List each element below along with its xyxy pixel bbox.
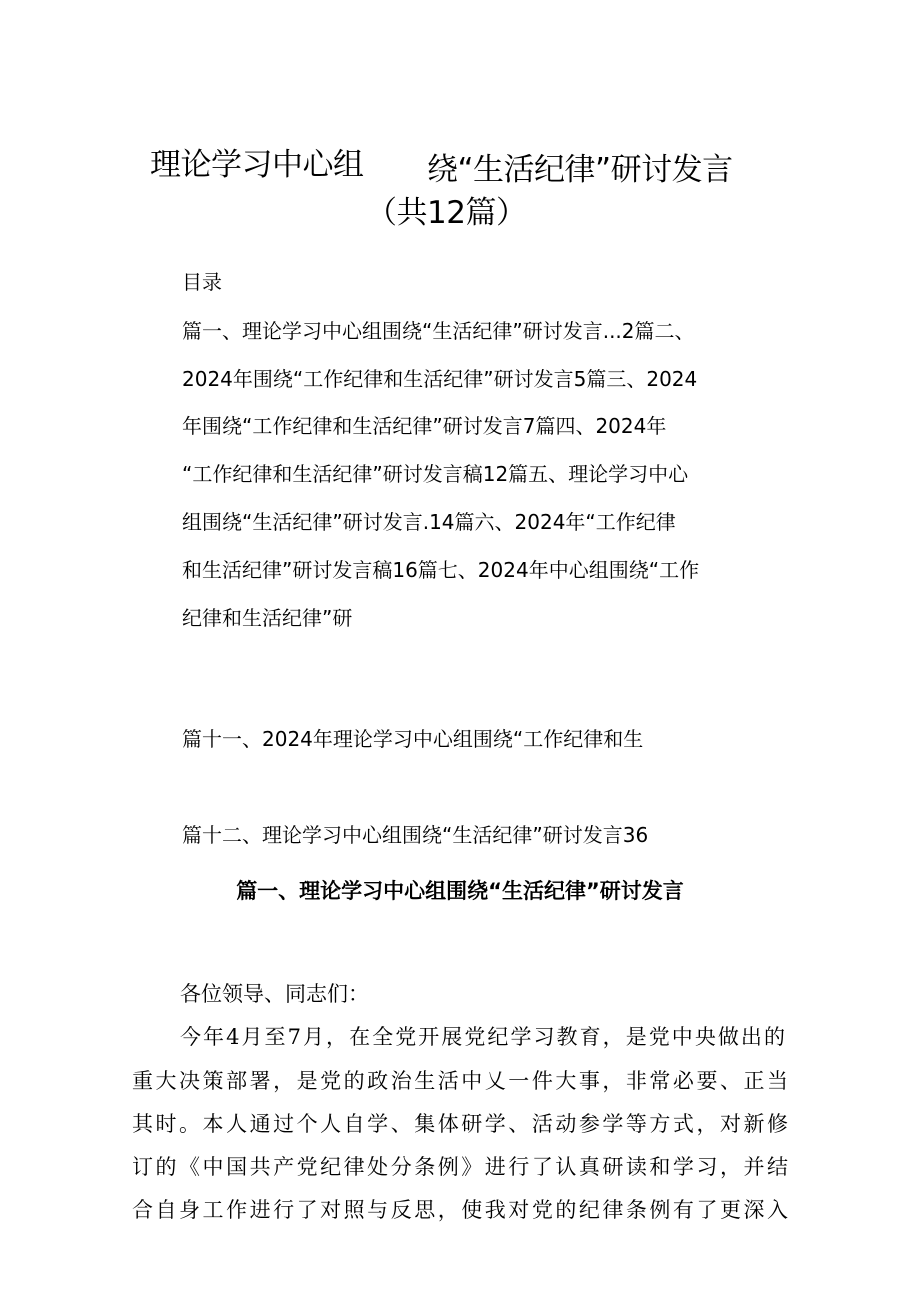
body-line: 订的《中国共产党纪律处分条例》进行了认真研读和学习，并结 [132,1155,788,1179]
body-line: 今年4月至7月，在全党开展党纪学习教育，是党中央做出的 [180,1025,785,1049]
body-line: 重大决策部署，是党的政治生活中乂一件大事，非常必要、正当 [132,1069,788,1093]
toc-line: 和生活纪律”研讨发言稿16篇七、2024年中心组围绕“工作 [182,558,700,582]
greeting: 各位领导、同志们： [180,982,369,1006]
document-title-part1: 理论学习中心组 [150,147,364,183]
toc-line: “工作纪律和生活纪律”研讨发言稿12篇五、理论学习中心 [182,462,689,486]
document-title-part2: 绕“生活纪律”研讨发言 [427,152,733,188]
toc-line: 纪律和生活纪律”研 [182,606,353,630]
toc-line: 篇一、理论学习中心组围绕“生活纪律”研讨发言...2篇二、 [182,319,695,343]
toc-label: 目录 [182,270,222,294]
section-heading: 篇一、理论学习中心组围绕“生活纪律”研讨发言 [236,879,684,903]
body-line: 合自身工作进行了对照与反思，使我对党的纪律条例有了更深入 [132,1198,788,1222]
toc-item-11: 篇十一、2024年理论学习中心组围绕“工作纪律和生 [182,727,644,751]
body-line: 其时。本人通过个人自学、集体研学、活动参学等方式，对新修 [132,1112,788,1136]
toc-line: 年围绕“工作纪律和生活纪律”研讨发言7篇四、2024年 [182,414,667,438]
toc-item-12: 篇十二、理论学习中心组围绕“生活纪律”研讨发言36 [182,823,649,847]
document-title-count: （共12篇） [366,195,527,231]
toc-line: 2024年围绕“工作纪律和生活纪律”研讨发言5篇三、2024 [182,367,698,391]
toc-line: 组围绕“生活纪律”研讨发言.14篇六、2024年“工作纪律 [182,510,676,534]
